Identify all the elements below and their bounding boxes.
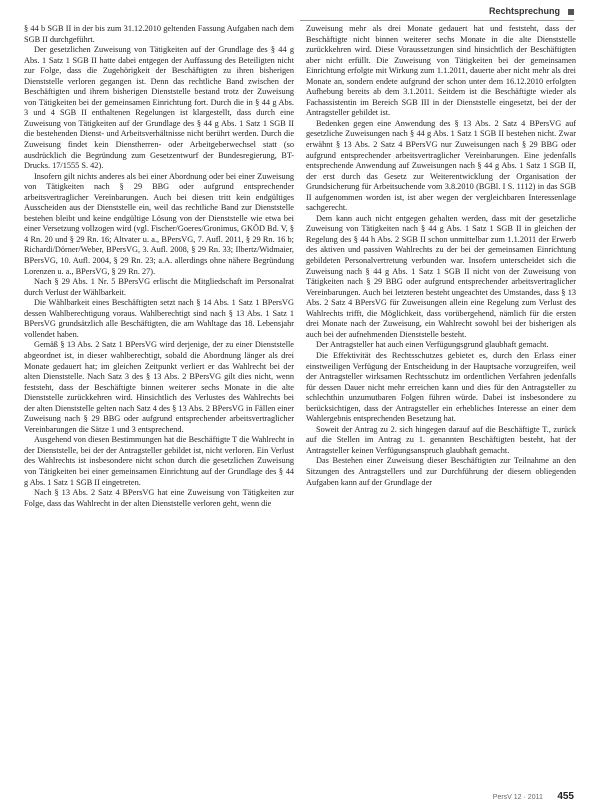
- paragraph: Nach § 13 Abs. 2 Satz 4 BPersVG hat eine Zuweisung von Tätigkeiten zur Folge, dass das Wahlrecht in der alten Dienststelle verloren geht, wenn die: [24, 488, 294, 508]
- paragraph: Bedenken gegen eine Anwendung des § 13 Abs. 2 Satz 4 BPersVG auf gesetzliche Zuweisungen nach § 44 g Abs. 1 Satz 1 SGB II bestehen nicht. Zwar erwähnt § 13 Abs. 2 Satz 4 BPersVG nur Zuweisungen nach § 29 BBG oder aufgrund entsprechender arbeitsvertraglicher Vereinbarungen. Eine jedenfalls entsprechende Anwendung auf Zuweisungen nach § 44 g Abs. 1 Satz 1 SGB II, der erst durch das Gesetz zur Weiterentwicklung der Organisation der Grundsicherung für Arbeitsuchende vom 3.8.2010 (BGBl. I S. 1112) in das SGB II aufgenommen worden ist, ist aber wegen der vergleichbaren Interessenlage sachgerecht.: [306, 118, 576, 213]
- paragraph: Ausgehend von diesen Bestimmungen hat die Beschäftigte T die Wahlrecht in der Dienststelle, bei der der Antragsteller gebildet ist, nicht verloren. Ein Verlust des Wahlrechts ist insbesondere nicht schon durch die gesetzlichen Zuweisung von Tätigkeiten bei einer gemeinsamen Einrichtung auf der Grundlage des § 44 g Abs. 1 Satz 1 SGB II eingetreten.: [24, 435, 294, 487]
- issue-label: PersV 12 · 2011: [492, 794, 543, 801]
- paragraph: Das Bestehen einer Zuweisung dieser Beschäftigten zur Teilnahme an den Sitzungen des Antragstellers und zur Durchführung der diesem obliegenden Aufgaben kann auf der Grundlage der: [306, 456, 576, 487]
- paragraph: Dem kann auch nicht entgegen gehalten werden, dass mit der gesetzliche Zuweisung von Tätigkeiten nach § 44 g Abs. 1 Satz 1 SGB II in gleichen der Regelung des § 44 h Abs. 2 SGB II schon unmittelbar zum 1.1.2011 der Erwerb des aktiven und passiven Wahlrechts zu der bei der gemeinsamen Einrichtung gebildeten Personalvertretung verbunden war. Insofern unterscheidet sich die Zuweisung nach § 44 g Abs. 1 Satz 1 SGB II nicht von der Zuweisung von Tätigkeiten nach § 29 BBG oder aufgrund entsprechender arbeitsvertraglicher Vereinbarungen. Auch bei letzteren besteht ungeachtet des Umstandes, dass § 13 Abs. 2 Satz 4 BPersVG für Zuweisungen allein eine Regelung zum Verlust des Wahlrechts trifft, die Möglichkeit, dass vorübergehend, nämlich für die ersten drei Monate nach der Zuweisung, ein Wahlrecht sowohl bei der bisherigen als auch bei der aufnehmenden Dienststelle besteht.: [306, 213, 576, 339]
- running-header: [300, 6, 574, 21]
- paragraph: Gemäß § 13 Abs. 2 Satz 1 BPersVG wird derjenige, der zu einer Dienststelle abgeordnet ist, in dieser wahlberechtigt, sobald die Abordnung länger als drei Monate gedauert hat; im gleichen Zeitpunkt verliert er das Wahlrecht bei der alten Dienststelle. Nach Satz 3 des § 13 Abs. 2 BPersVG gilt dies nicht, wenn feststeht, dass der Beschäftigte binnen weiterer sechs Monate in die alte Dienststelle zurückkehren wird. Hinsichtlich des Verlustes des Wahlrechts bei der alten Dienststelle gelten nach Satz 4 des § 13 Abs. 2 BPersVG in Fällen einer Zuweisung nach § 29 BBG oder aufgrund entsprechender arbeitsvertraglicher Vereinbarungen die Sätze 1 und 3 entsprechend.: [24, 340, 294, 434]
- paragraph: Die Effektivität des Rechtsschutzes gebietet es, durch den Erlass einer einstweiligen Verfügung der Entscheidung in der Hauptsache vorzugreifen, weil der Antragsteller wirksamen Rechtsschutz im ordentlichen Verfahren jedenfalls für dessen Dauer nicht mehr erreichen kann und dies für den Antragsteller zu schlechthin unzumutbaren Folgen führen würde. Dabei ist insbesondere zu berücksichtigen, dass der Antragsteller ein erhebliches Interesse an einer dem Wahlergebnis entsprechenden Besetzung hat.: [306, 350, 576, 424]
- paragraph: Der Antragsteller hat auch einen Verfügungsgrund glaubhaft gemacht.: [316, 340, 549, 350]
- paragraph: Der gesetzlichen Zuweisung von Tätigkeiten auf der Grundlage des § 44 g Abs. 1 Satz 1 SGB II hatte dabei entgegen der Auffassung des Beteiligten nicht zur Folge, dass die Zugehörigkeit der Beschäftigten zu ihren bisherigen Dienststelle verloren gegangen ist. Denn das rechtliche Band zwischen der Beschäftigten und ihrem bisherigen Dienststelle bestand trotz der Zuweisung von Tätigkeiten bei der gemeinsamen Einrichtung fort. Durch die in § 44 g Abs. 3 und 4 SGB II enthaltenen Regelungen ist klargestellt, dass durch eine Zuweisung von Tätigkeiten auf der Grundlage des § 44 g Abs. 1 Satz 1 SGB II die bestehenden Dienst- und Arbeitsverhältnisse nicht berührt werden. Durch die Zuweisung findet kein Dienstherren- oder Arbeitgeberwechsel statt (so ausdrücklich die Begründung zum Gesetzentwurf der Bundesregierung, BT-Drucks. 17/1555 S. 42).: [24, 45, 294, 171]
- right-column: [306, 24, 576, 786]
- paragraph: Soweit der Antrag zu 2. sich hingegen darauf auf die Beschäftigte T., zurück auf die Stellen im Antrag zu 1. genannten Beschäftigten besteht, hat der Antragsteller keinen Verfügungsanspruch glaubhaft gemacht.: [306, 424, 576, 455]
- page-number: 455: [557, 791, 574, 802]
- paragraph: Zuweisung mehr als drei Monate gedauert hat und feststeht, dass der Beschäftigte nicht binnen weiterer sechs Monate in die alte Dienststelle zurückkehren wird. Diese Voraussetzungen sind hinsichtlich der Beschäftigten aber nicht erfüllt. Die Zuweisung von Tätigkeiten bei der gemeinsamen Einrichtung erfolgte mit Wirkung zum 1.1.2011, dauerte aber nicht mehr als drei Monate an, sondern endete aufgrund der schon unter dem 16.12.2010 erfolgten Aufhebung bereits ab dem 3.1.2011. Seitdem ist die Beschäftigte wieder als Fachassistentin im Bereich SGB III in der Dienststelle eingesetzt, bei der der Antragsteller gebildet ist.: [306, 24, 576, 118]
- paragraph: § 44 b SGB II in der bis zum 31.12.2010 geltenden Fassung Aufgaben nach dem SGB II durchgeführt.: [24, 24, 294, 44]
- header-square-icon: [568, 9, 574, 15]
- page-footer: [493, 786, 574, 804]
- paragraph: Nach § 29 Abs. 1 Nr. 5 BPersVG erlischt die Mitgliedschaft im Personalrat durch Verlust der Wählbarkeit.: [24, 277, 294, 297]
- paragraph: Insofern gilt nichts anderes als bei einer Abordnung oder bei einer Zuweisung von Tätigkeiten nach § 29 BBG oder aufgrund entsprechender arbeitsvertraglicher Vereinbarungen. Auch bei diesen tritt kein endgültiges Ausscheiden aus der Dienststelle ein, weil das rechtliche Band zur Dienststelle bestehen bleibt und keine endgültige Lösung von der Dienststelle wie etwa bei einer Versetzung vollzogen wird (vgl. Fischer/Goeres/Gronimus, GKÖD Bd. V, § 4 Rn. 20 und § 29 Rn. 16; Altvater u. a., BPersVG, 7. Aufl. 2011, § 29 Rn. 16 b; Richardi/Dörner/Weber, BPersVG, 3. Aufl. 2008, § 29 Rn. 33; Ilbertz/Widmaier, BPersVG, 10. Aufl. 2004, § 29 Rn. 23; a.A. allerdings ohne nähere Begründung Lorenzen u. a., BPersVG, § 29 Rn. 27).: [24, 171, 294, 276]
- paragraph: Die Wählbarkeit eines Beschäftigten setzt nach § 14 Abs. 1 Satz 1 BPersVG dessen Wahlberechtigung voraus. Wahlberechtigt sind nach § 13 Abs. 1 Satz 1 BPersVG grundsätzlich alle Beschäftigten, die am Wahltage das 18. Lebensjahr vollendet haben.: [24, 298, 294, 339]
- section-title: Rechtsprechung: [488, 6, 560, 16]
- left-column: [24, 24, 294, 786]
